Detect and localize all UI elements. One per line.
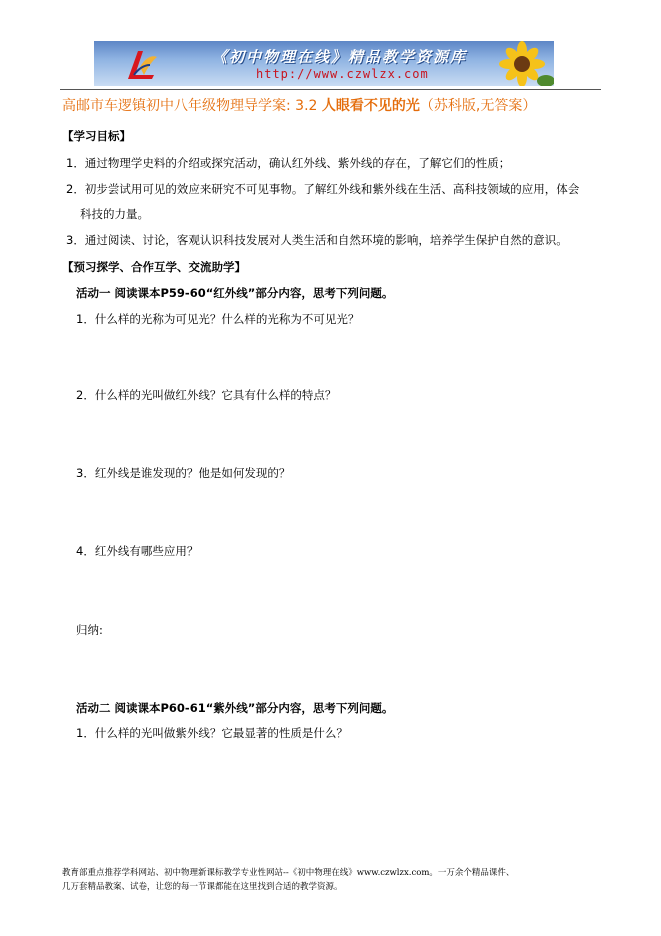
footer-line-1: 教育部重点推荐学科网站、初中物理新课标教学专业性网站--《初中物理在线》www.czwlzx.com。一万余个精品课件、: [62, 868, 515, 878]
activity-1-question-3: 3．红外线是谁发现的？他是如何发现的？: [76, 466, 291, 480]
preview-heading: 【预习探学、合作互学、交流助学】: [62, 260, 246, 274]
footer-line-2: 几万套精品教案、试卷，让您的每一节课都能在这里找到合适的教学资源。: [62, 882, 343, 892]
banner-title: 《初中物理在线》精品教学资源库: [212, 48, 468, 66]
banner-url[interactable]: http://www.czwlzx.com: [256, 67, 429, 81]
activity-1-question-4: 4．红外线有哪些应用？: [76, 544, 199, 558]
title-suffix: （苏科版,无答案）: [419, 98, 537, 114]
activity-1-summary: 归纳:: [76, 623, 103, 637]
goal-item-2: 2．初步尝试用可见的效应来研究不可见事物。了解红外线和紫外线在生活、高科技领域的应用，体会: [66, 182, 580, 196]
goal-item-2-continued: 科技的力量。: [80, 207, 149, 221]
site-logo-icon: [124, 45, 158, 83]
goals-heading: 【学习目标】: [62, 129, 131, 143]
activity-2-heading: 活动二 阅读课本P60-61“紫外线”部分内容，思考下列问题。: [76, 701, 394, 715]
goal-item-3: 3．通过阅读、讨论，客观认识科技发展对人类生活和自然环境的影响，培养学生保护自然的意识。: [66, 233, 568, 247]
title-prefix: 高邮市车逻镇初中八年级物理导学案: 3.2: [62, 98, 322, 114]
page-footer: [62, 866, 602, 894]
goal-item-1: 1．通过物理学史料的介绍或探究活动，确认红外线、紫外线的存在，了解它们的性质；: [66, 156, 511, 170]
document-title: [62, 95, 536, 115]
activity-1-question-1: 1．什么样的光称为可见光？什么样的光称为不可见光？: [76, 312, 360, 326]
header-banner: [94, 41, 554, 86]
activity-1-question-2: 2．什么样的光叫做红外线？它具有什么样的特点？: [76, 388, 337, 402]
header-rule: [60, 89, 601, 90]
activity-2-question-1: 1．什么样的光叫做紫外线？它最显著的性质是什么？: [76, 726, 348, 740]
title-main: 人眼看不见的光: [321, 98, 420, 114]
sunflower-icon: [484, 41, 554, 86]
activity-1-heading: 活动一 阅读课本P59-60“红外线”部分内容，思考下列问题。: [76, 286, 394, 300]
